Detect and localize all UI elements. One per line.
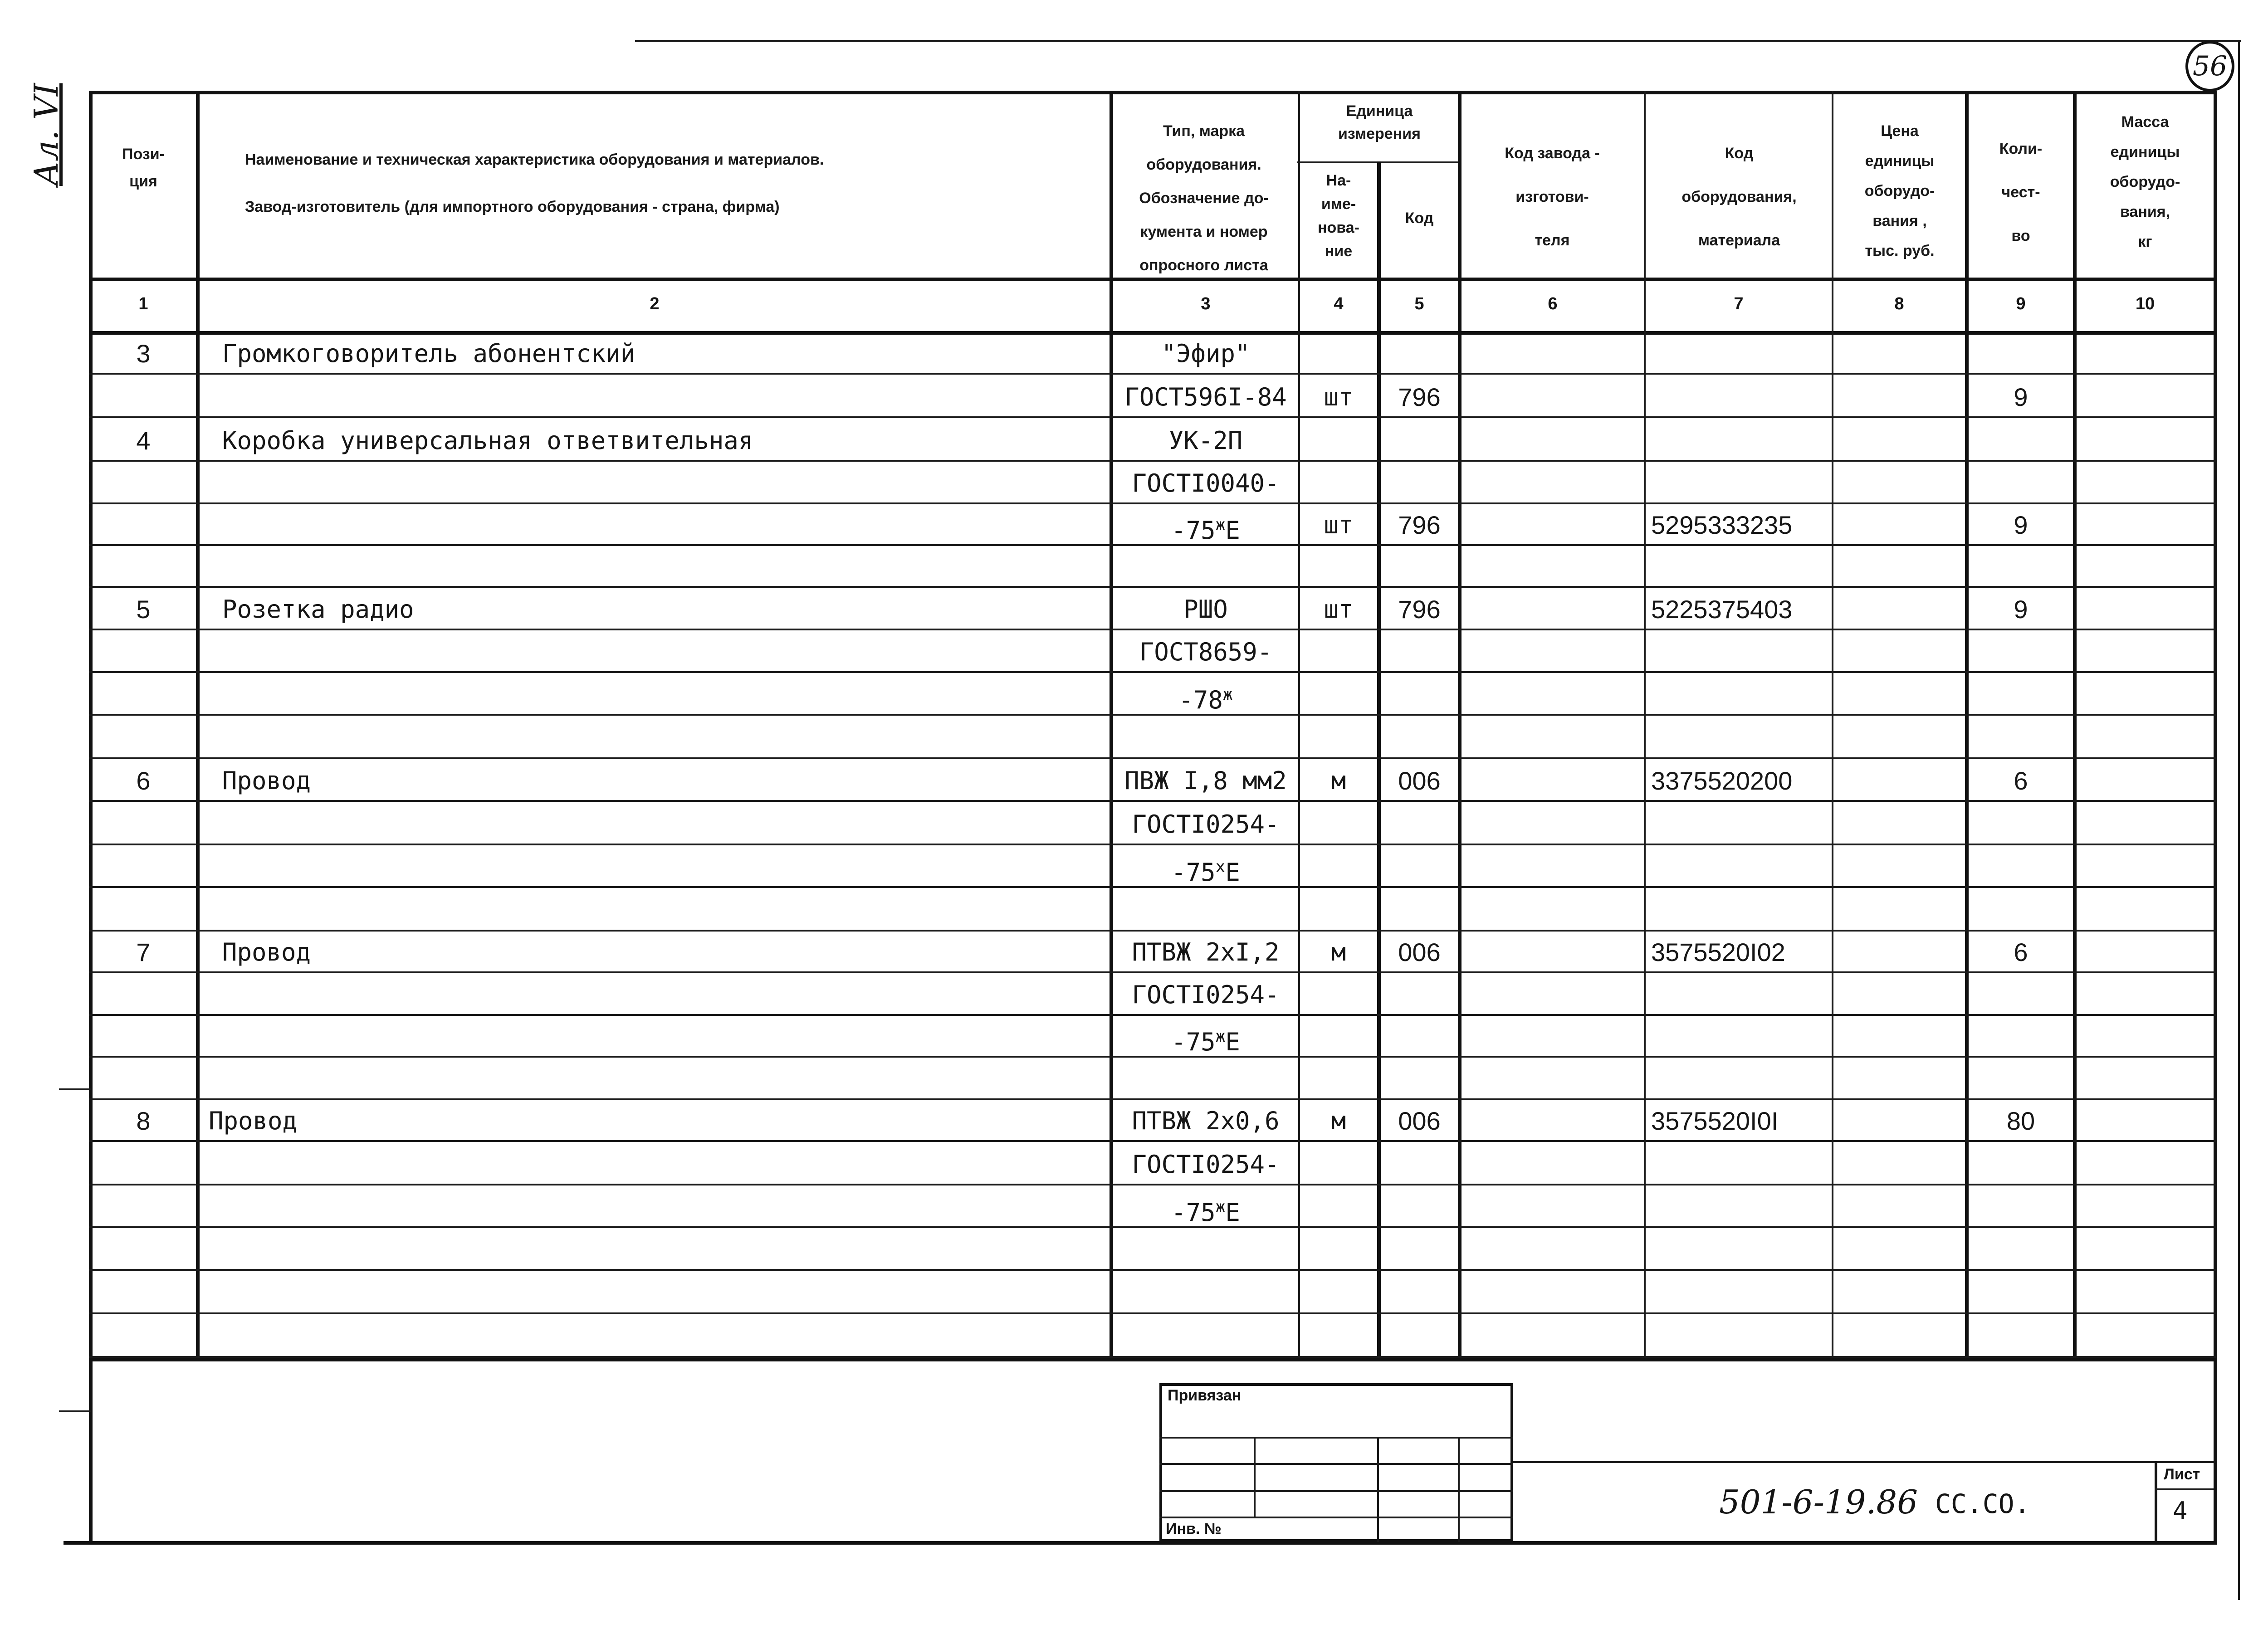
header-unit-name-line3: нова- — [1318, 219, 1359, 236]
row-pos-cell: 8 — [136, 1107, 151, 1135]
row-qty-cell — [1969, 549, 2073, 585]
row-qty-cell — [1969, 1319, 2073, 1355]
header-unit-name-line4: ние — [1325, 243, 1353, 260]
row-type-cell: ГОСТI0254- — [1132, 1150, 1280, 1179]
row-divider — [89, 416, 2216, 418]
row-divider — [89, 757, 2216, 759]
header-type-line2: оборудования. — [1146, 156, 1261, 173]
stamp-grid-h1 — [1159, 1437, 1513, 1439]
row-unit-code-cell — [1381, 1232, 1458, 1268]
row-code-cell — [1651, 1189, 1832, 1225]
row-pos-cell — [91, 634, 196, 670]
row-pos-cell: 3 — [136, 339, 151, 368]
header-quantity-line1: Коли- — [1999, 140, 2043, 157]
col-line-6 — [1644, 91, 1646, 1361]
row-divider — [89, 1269, 2216, 1271]
row-unit-cell — [1300, 634, 1377, 670]
row-qty-cell — [1969, 1232, 2073, 1268]
row-divider — [89, 373, 2216, 375]
row-code-cell — [1651, 336, 1832, 372]
row-divider — [89, 671, 2216, 673]
stamp-bound-label: Привязан — [1168, 1387, 1242, 1404]
row-unit-code-cell: 796 — [1398, 383, 1441, 411]
row-divider — [89, 544, 2216, 546]
row-unit-code-cell: 006 — [1398, 1107, 1441, 1135]
header-unit-name — [1300, 169, 1377, 263]
sheet-mark: 56 — [2185, 41, 2234, 92]
row-code-cell — [1651, 806, 1832, 843]
row-unit-cell — [1300, 336, 1377, 372]
row-pos-cell: 4 — [136, 426, 151, 455]
header-mass-line2: единицы — [2110, 143, 2180, 161]
row-unit-cell — [1300, 549, 1377, 585]
row-unit-cell: шт — [1324, 595, 1354, 624]
stamp-grid-h4 — [1159, 1517, 1513, 1518]
row-qty-cell — [1969, 977, 2073, 1013]
row-name-cell — [222, 720, 1102, 756]
side-label: Ал. VI — [27, 83, 65, 186]
header-price-line4: вания , — [1872, 212, 1927, 229]
row-unit-cell: м — [1331, 766, 1346, 795]
colnum-5: 5 — [1414, 294, 1424, 313]
row-divider — [89, 1014, 2216, 1016]
row-name-cell — [222, 977, 1102, 1013]
row-code-cell — [1651, 720, 1832, 756]
header-manufacturer-line1: Код завода - — [1505, 145, 1600, 162]
row-divider — [89, 586, 2216, 588]
row-code-cell: 5295333235 — [1651, 511, 1793, 539]
row-divider — [89, 1356, 2216, 1358]
row-unit-code-cell: 796 — [1398, 511, 1441, 539]
row-name-cell: Розетка радио — [222, 595, 414, 624]
row-name-cell — [222, 1319, 1102, 1355]
row-type-cell: ПТВЖ 2х0,6 — [1132, 1107, 1280, 1135]
type-base: -75 — [1171, 858, 1216, 887]
row-unit-cell — [1300, 1061, 1377, 1097]
row-code-cell — [1651, 465, 1832, 502]
row-type-cell — [1113, 893, 1298, 929]
row-qty-cell — [1969, 1061, 2073, 1097]
type-suffix: Е — [1225, 516, 1240, 545]
row-divider — [89, 800, 2216, 802]
header-type-line4: кумента и номер — [1140, 223, 1268, 240]
row-unit-code-cell — [1381, 465, 1458, 502]
header-quantity-line2: чест- — [2001, 184, 2040, 201]
row-divider — [89, 930, 2216, 932]
row-name-cell — [222, 465, 1102, 502]
row-type-cell — [1113, 720, 1298, 756]
type-superscript: ж — [1215, 1027, 1226, 1046]
header-position-line2: ция — [129, 173, 157, 190]
colnum-4: 4 — [1334, 294, 1344, 313]
row-pos-cell — [91, 1189, 196, 1225]
header-equipment-code-line3: материала — [1698, 232, 1780, 249]
row-qty-cell — [1969, 1275, 2073, 1312]
row-qty-cell — [1969, 806, 2073, 843]
row-pos-cell: 5 — [136, 595, 151, 624]
row-pos-cell — [91, 1146, 196, 1183]
row-divider — [89, 971, 2216, 973]
colnum-2: 2 — [650, 294, 660, 313]
row-unit-cell — [1300, 1232, 1377, 1268]
row-type-cell: ГОСТ596I-84 — [1124, 383, 1287, 411]
header-unit-name-line1: На- — [1326, 172, 1351, 189]
row-unit-code-cell — [1381, 634, 1458, 670]
colnum-1: 1 — [138, 294, 148, 313]
row-pos-cell — [91, 849, 196, 885]
row-type-cell: ГОСТI0040- — [1132, 469, 1280, 498]
row-pos-cell: 6 — [136, 766, 151, 795]
header-name-line1: Наименование и техническая характеристика оборудования и материалов. — [245, 151, 824, 168]
row-qty-cell — [1969, 634, 2073, 670]
stamp-inv-label: Инв. № — [1166, 1520, 1222, 1537]
row-type-cell: ГОСТI0254- — [1132, 810, 1280, 839]
row-unit-cell — [1300, 1319, 1377, 1355]
col-line-8 — [1965, 91, 1969, 1361]
row-qty-cell — [1969, 423, 2073, 459]
row-name-cell — [222, 634, 1102, 670]
row-code-cell — [1651, 1319, 1832, 1355]
row-divider — [89, 1098, 2216, 1100]
row-unit-cell — [1300, 1189, 1377, 1225]
row-name-cell — [222, 1146, 1102, 1183]
stamp-grid-h3 — [1159, 1490, 1513, 1492]
row-code-cell — [1651, 1019, 1832, 1055]
row-unit-cell — [1300, 677, 1377, 713]
header-unit-code: Код — [1405, 210, 1434, 227]
row-divider — [89, 844, 2216, 845]
row-divider — [89, 1056, 2216, 1058]
stamp-grid-v1 — [1254, 1437, 1256, 1517]
row-code-cell — [1651, 849, 1832, 885]
row-type-cell: "Эфир" — [1161, 339, 1250, 368]
rows-bottom-line — [89, 1358, 2216, 1361]
top-border-line — [635, 40, 2241, 42]
table-right-line — [2214, 91, 2217, 1542]
type-base: -75 — [1171, 516, 1216, 545]
row-unit-code-cell — [1381, 1275, 1458, 1312]
row-pos-cell — [91, 465, 196, 502]
row-unit-code-cell — [1381, 1061, 1458, 1097]
col-line-9 — [2073, 91, 2077, 1361]
row-pos-cell: 7 — [136, 938, 151, 966]
header-equipment-code-line1: Код — [1725, 145, 1754, 162]
row-type-cell — [1113, 677, 1298, 713]
row-type-cell: УК-2П — [1168, 426, 1243, 455]
row-unit-cell: м — [1331, 938, 1346, 966]
row-type-cell — [1113, 849, 1298, 885]
row-qty-cell — [1969, 465, 2073, 502]
row-unit-code-cell — [1381, 549, 1458, 585]
row-type-cell — [1113, 1061, 1298, 1097]
row-code-cell — [1651, 1061, 1832, 1097]
row-name-cell: Провод — [209, 1107, 298, 1135]
row-type-cell — [1113, 507, 1298, 543]
row-qty-cell — [1969, 720, 2073, 756]
header-quantity — [1969, 127, 2073, 258]
stamp-grid-v2 — [1377, 1437, 1379, 1542]
row-qty-cell: 9 — [2014, 383, 2028, 411]
header-type — [1112, 114, 1295, 282]
row-type-cell — [1113, 1019, 1298, 1055]
row-code-cell — [1651, 1275, 1832, 1312]
doc-code: СС.СО. — [1935, 1488, 2030, 1519]
row-type-cell: ГОСТ8659- — [1139, 638, 1272, 666]
row-unit-cell — [1300, 977, 1377, 1013]
row-unit-code-cell — [1381, 1019, 1458, 1055]
right-border-line — [2238, 40, 2240, 1600]
row-code-cell: 5225375403 — [1651, 595, 1793, 624]
header-price-line3: оборудо- — [1864, 182, 1935, 200]
sheet-number: 4 — [2173, 1497, 2188, 1525]
type-base: -75 — [1171, 1198, 1216, 1227]
doc-number: 501-6-19.86 — [1719, 1483, 1918, 1521]
type-superscript: ж — [1222, 685, 1233, 704]
sheet-label: Лист — [2164, 1466, 2200, 1483]
header-equipment-code-line2: оборудования, — [1681, 188, 1797, 205]
row-name-cell — [222, 1275, 1102, 1312]
type-base: -75 — [1171, 1028, 1216, 1056]
row-qty-cell — [1969, 336, 2073, 372]
header-unit-group — [1300, 100, 1459, 145]
header-mass-line3: оборудо- — [2110, 173, 2180, 190]
col-line-5 — [1458, 91, 1461, 1361]
row-name-cell: Провод — [222, 938, 311, 966]
col-line-7 — [1832, 91, 1833, 1361]
row-name-cell — [222, 677, 1102, 713]
col-line-1 — [196, 91, 200, 1361]
row-divider — [89, 1226, 2216, 1228]
row-qty-cell: 9 — [2014, 595, 2028, 624]
row-pos-cell — [91, 893, 196, 929]
header-unit-line1: Единица — [1346, 102, 1413, 120]
type-suffix: Е — [1225, 1028, 1240, 1056]
row-qty-cell — [1969, 893, 2073, 929]
row-divider — [89, 1312, 2216, 1314]
row-pos-cell — [91, 720, 196, 756]
row-unit-code-cell: 006 — [1398, 766, 1441, 795]
row-divider — [89, 460, 2216, 462]
row-pos-cell — [91, 1232, 196, 1268]
row-name-cell — [222, 1232, 1102, 1268]
row-type-cell — [1113, 1275, 1298, 1312]
header-mass — [2077, 107, 2214, 257]
header-type-line1: Тип, марка — [1163, 122, 1245, 140]
col-line-4 — [1377, 161, 1381, 1361]
row-divider — [89, 629, 2216, 630]
row-code-cell — [1651, 893, 1832, 929]
colnum-7: 7 — [1734, 294, 1744, 313]
row-type-cell: ПТВЖ 2хI,2 — [1132, 938, 1280, 966]
row-qty-cell: 6 — [2014, 938, 2028, 966]
row-type-cell: РШО — [1183, 595, 1228, 624]
row-unit-cell — [1300, 849, 1377, 885]
margin-tick-1 — [59, 1088, 91, 1090]
row-code-cell — [1651, 423, 1832, 459]
type-superscript: ж — [1215, 1198, 1226, 1216]
row-code-cell — [1651, 677, 1832, 713]
type-suffix: Е — [1225, 858, 1240, 887]
row-pos-cell — [91, 677, 196, 713]
header-position — [91, 141, 196, 195]
row-name-cell — [222, 549, 1102, 585]
row-divider — [89, 886, 2216, 888]
header-unit-line2: измерения — [1338, 125, 1421, 142]
header-price — [1834, 116, 1965, 266]
header-equipment-code — [1647, 132, 1832, 262]
colnum-bottom-line — [89, 331, 2216, 335]
row-unit-cell — [1300, 465, 1377, 502]
row-qty-cell: 9 — [2014, 511, 2028, 539]
colnum-10: 10 — [2135, 294, 2155, 313]
row-divider — [89, 1140, 2216, 1142]
row-pos-cell — [91, 549, 196, 585]
colnum-9: 9 — [2016, 294, 2026, 313]
row-code-cell: 3375520200 — [1651, 766, 1793, 795]
row-type-cell — [1113, 1232, 1298, 1268]
row-unit-code-cell — [1381, 1146, 1458, 1183]
header-price-line1: Цена — [1881, 122, 1919, 140]
row-pos-cell — [91, 1319, 196, 1355]
row-pos-cell — [91, 977, 196, 1013]
row-unit-code-cell — [1381, 720, 1458, 756]
row-unit-cell — [1300, 720, 1377, 756]
stamp-grid-h2 — [1159, 1463, 1513, 1465]
row-name-cell — [222, 1019, 1102, 1055]
row-qty-cell — [1969, 1146, 2073, 1183]
type-superscript: х — [1215, 858, 1226, 876]
row-qty-cell — [1969, 1019, 2073, 1055]
stamp-grid-v3 — [1458, 1437, 1460, 1542]
row-unit-code-cell: 796 — [1398, 595, 1441, 624]
title-block-top-line — [1513, 1461, 2215, 1463]
row-qty-cell — [1969, 677, 2073, 713]
row-pos-cell — [91, 1019, 196, 1055]
row-name-cell — [222, 507, 1102, 543]
row-unit-code-cell — [1381, 677, 1458, 713]
row-name-cell — [222, 849, 1102, 885]
row-unit-cell: м — [1331, 1107, 1346, 1135]
header-manufacturer-line3: теля — [1535, 232, 1570, 249]
type-base: -78 — [1178, 686, 1223, 714]
row-divider — [89, 502, 2216, 504]
type-superscript: ж — [1215, 516, 1226, 534]
row-qty-cell — [1969, 1189, 2073, 1225]
row-code-cell — [1651, 1146, 1832, 1183]
header-manufacturer-code — [1461, 132, 1643, 262]
row-divider — [89, 1184, 2216, 1185]
row-unit-code-cell — [1381, 806, 1458, 843]
row-unit-code-cell — [1381, 1189, 1458, 1225]
row-unit-code-cell — [1381, 1319, 1458, 1355]
header-position-line1: Пози- — [122, 146, 165, 163]
row-unit-cell: шт — [1324, 383, 1354, 411]
type-suffix: Е — [1225, 1198, 1240, 1227]
row-unit-code-cell — [1381, 423, 1458, 459]
row-name-cell — [222, 379, 1102, 415]
row-unit-cell — [1300, 423, 1377, 459]
header-type-line3: Обозначение до- — [1139, 190, 1269, 207]
row-code-cell — [1651, 549, 1832, 585]
row-type-cell — [1113, 549, 1298, 585]
header-name-line2: Завод-изготовитель (для импортного оборудования - страна, фирма) — [245, 198, 780, 215]
row-name-cell — [222, 1189, 1102, 1225]
colnum-3: 3 — [1201, 294, 1211, 313]
row-code-cell: 3575520I02 — [1651, 938, 1785, 966]
colnum-8: 8 — [1894, 294, 1904, 313]
row-name-cell: Коробка универсальная ответвительная — [222, 426, 753, 455]
row-pos-cell — [91, 507, 196, 543]
row-unit-cell — [1300, 806, 1377, 843]
header-mass-line1: Масса — [2121, 113, 2169, 131]
row-qty-cell: 80 — [2006, 1107, 2035, 1135]
row-code-cell — [1651, 1232, 1832, 1268]
row-name-cell: Провод — [222, 766, 311, 795]
header-mass-line4: вания, — [2120, 203, 2170, 220]
row-pos-cell — [91, 1061, 196, 1097]
row-unit-code-cell — [1381, 977, 1458, 1013]
margin-tick-2 — [59, 1410, 91, 1412]
row-qty-cell — [1969, 849, 2073, 885]
row-type-cell: ПВЖ I,8 мм2 — [1124, 766, 1287, 795]
row-name-cell — [222, 893, 1102, 929]
header-quantity-line3: во — [2011, 227, 2030, 244]
row-code-cell — [1651, 977, 1832, 1013]
header-name — [245, 136, 1098, 230]
row-unit-code-cell — [1381, 893, 1458, 929]
header-type-line5: опросного листа — [1139, 257, 1268, 274]
row-unit-code-cell — [1381, 849, 1458, 885]
row-code-cell — [1651, 379, 1832, 415]
header-price-line5: тыс. руб. — [1865, 242, 1935, 259]
row-name-cell: Громкоговоритель абонентский — [222, 339, 635, 368]
row-code-cell: 3575520I0I — [1651, 1107, 1779, 1135]
row-name-cell — [222, 806, 1102, 843]
row-type-cell — [1113, 1189, 1298, 1225]
row-pos-cell — [91, 379, 196, 415]
row-unit-cell — [1300, 893, 1377, 929]
row-unit-code-cell — [1381, 336, 1458, 372]
table-top-line — [89, 91, 2216, 94]
header-unit-name-line2: имe- — [1321, 195, 1356, 213]
row-unit-cell — [1300, 1275, 1377, 1312]
header-manufacturer-line2: изготови- — [1515, 188, 1589, 205]
row-type-cell — [1113, 1319, 1298, 1355]
header-price-line2: единицы — [1865, 152, 1935, 170]
row-unit-cell: шт — [1324, 511, 1354, 539]
row-unit-cell — [1300, 1146, 1377, 1183]
row-divider — [89, 714, 2216, 716]
row-name-cell — [222, 1061, 1102, 1097]
table-bottom-frame-line — [64, 1541, 2217, 1545]
row-pos-cell — [91, 806, 196, 843]
header-mass-line5: кг — [2138, 233, 2152, 250]
row-unit-code-cell: 006 — [1398, 938, 1441, 966]
row-code-cell — [1651, 634, 1832, 670]
row-unit-cell — [1300, 1019, 1377, 1055]
sheet-box-divider — [2155, 1488, 2214, 1490]
row-type-cell: ГОСТI0254- — [1132, 980, 1280, 1009]
row-pos-cell — [91, 1275, 196, 1312]
row-qty-cell: 6 — [2014, 766, 2028, 795]
colnum-6: 6 — [1548, 294, 1558, 313]
